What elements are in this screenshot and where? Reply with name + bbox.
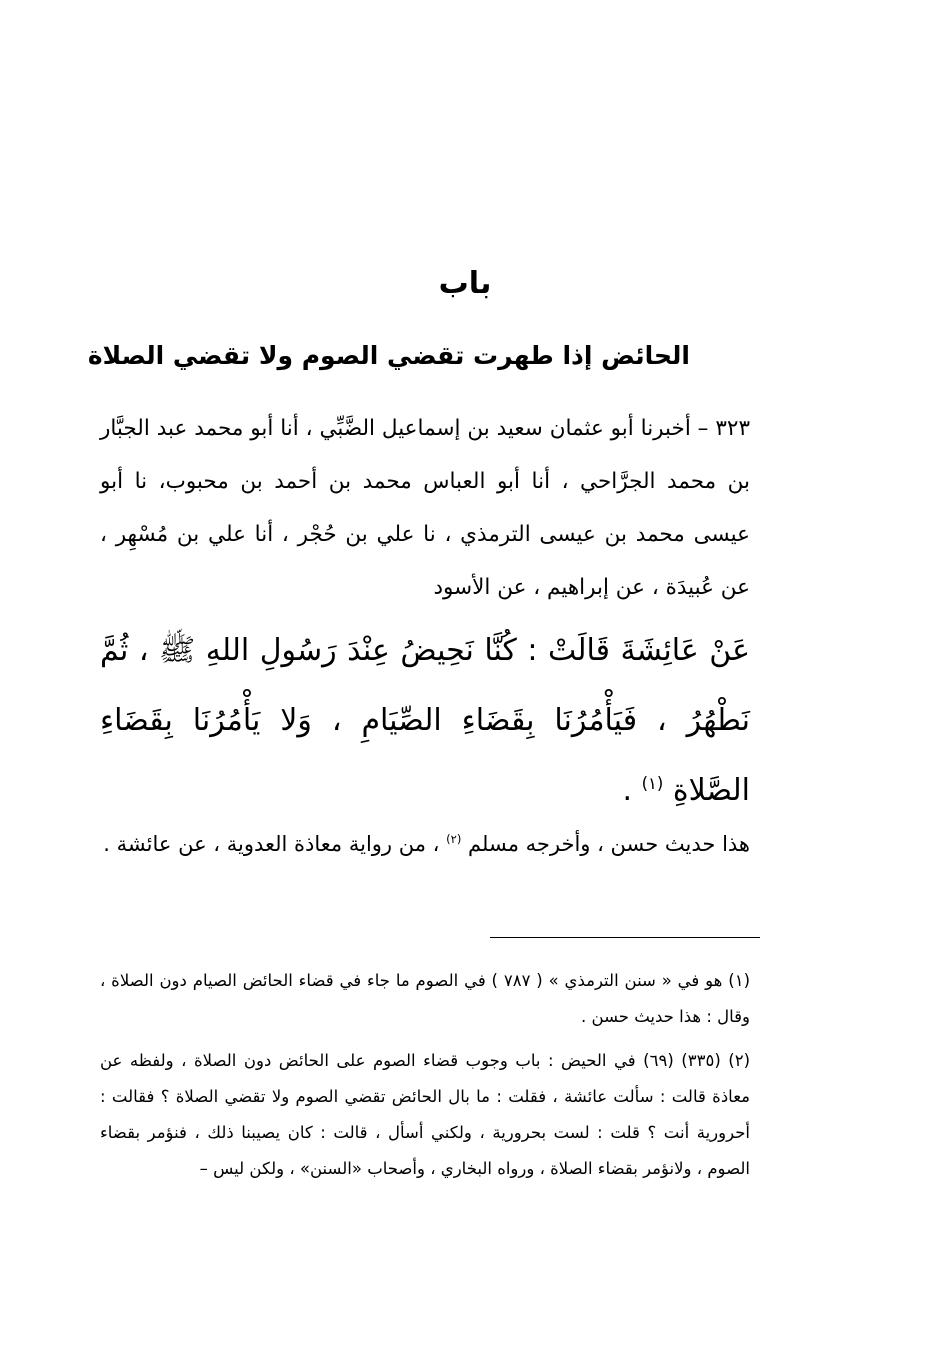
hadith-matn-text: عَنْ عَائِشَةَ قَالَتْ : كُنَّا نَحِيضُ عِنْدَ رَسُولِ اللهِ ﷺ ، ثُمَّ نَطْهُرُ ، فَيَأْمُرُنَا بِقَضَاءِ الصِّيَامِ ، وَلا يَأْمُرُنَا بِقَضَاءِ الصَّلاةِ xyxy=(100,633,750,808)
section-label: باب xyxy=(438,266,492,301)
footnote-separator xyxy=(490,937,760,938)
footnote-2: (٢) (٣٣٥) (٦٩) في الحيض : باب وجوب قضاء الصوم على الحائض دون الصلاة ، ولفظه عن معاذة قالت : سألت عائشة ، فقلت : ما بال الحائض تقضي الصوم ولا تقضي الصلاة ؟ فقالت : أحرورية أنت ؟ قلت : لست بحرورية ، ولكني أسأل ، قالت : كان يصيبنا ذلك ، فنؤمر بقضاء الصوم ، ولانؤمر بقضاء الصلاة ، ورواه البخاري ، وأصحاب «السنن» ، ولكن ليس – xyxy=(100,1051,751,1178)
hadith-matn-end: . xyxy=(622,773,642,808)
hadith-commentary xyxy=(100,818,750,870)
hadith-isnad: ٣٢٣ – أخبرنا أبو عثمان سعيد بن إسماعيل الضَّبِّي ، أنا أبو محمد عبد الجبَّار بن محمد الجرَّاحي ، أنا أبو العباس محمد بن أحمد بن محبوب، نا أبو عيسى محمد بن عيسى الترمذي ، نا علي بن حُجْر ، أنا علي بن مُسْهِر ، عن عُبيدَة ، عن إبراهيم ، عن الأسود xyxy=(100,416,750,600)
hadith-matn xyxy=(100,616,750,826)
footnote-ref-2[interactable]: (٢) xyxy=(446,832,462,846)
commentary-text-before: هذا حديث حسن ، وأخرجه مسلم xyxy=(468,832,750,856)
footnote-ref-1[interactable]: (١) xyxy=(641,774,664,793)
commentary-text-after: ، من رواية معاذة العدوية ، عن عائشة . xyxy=(103,832,440,856)
chapter-title: الحائض إذا طهرت تقضي الصوم ولا تقضي الصلاة xyxy=(87,341,690,370)
footnote-1: (١) هو في « سنن الترمذي » ( ٧٨٧ ) في الصوم ما جاء في قضاء الحائض الصيام دون الصلاة ، وقال : هذا حديث حسن . xyxy=(100,971,750,1026)
